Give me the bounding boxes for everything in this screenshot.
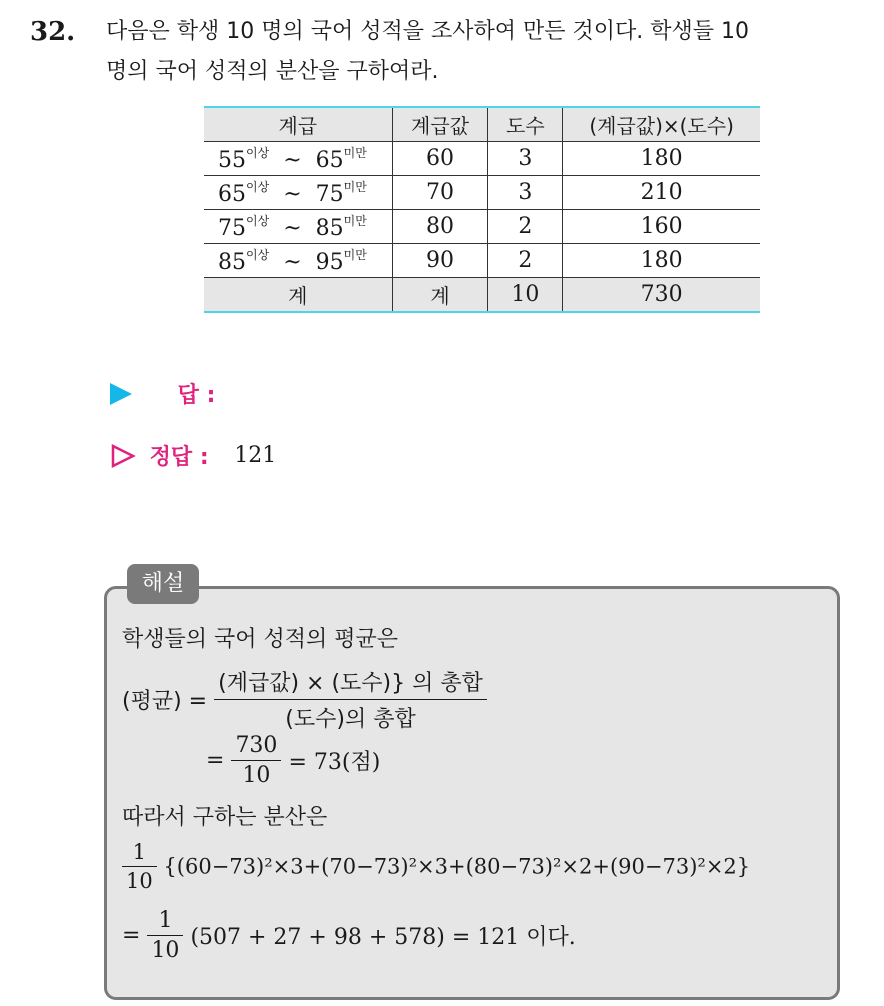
frequency: 2	[488, 244, 563, 278]
correct-answer-row	[110, 440, 276, 471]
final-eq-prefix: =	[122, 923, 141, 948]
variance-formula	[122, 840, 750, 893]
table-row	[204, 176, 760, 210]
header-frequency: 도수	[488, 107, 563, 142]
question-text	[106, 12, 870, 92]
frequency: 3	[488, 142, 563, 176]
mean-eq-suffix: = 73(점)	[288, 750, 381, 775]
explanation-line-1: 학생들의 국어 성적의 평균은	[122, 627, 399, 652]
product: 180	[563, 142, 760, 176]
class-range: $85^{이상}$ ~ $95^{미만}$	[204, 244, 392, 278]
product: 210	[563, 176, 760, 210]
class-range: $65^{이상}$ ~ $75^{미만}$	[204, 176, 392, 210]
total-label: 계	[204, 278, 392, 313]
table-row	[204, 210, 760, 244]
class-value: 70	[392, 176, 488, 210]
class-value: 80	[392, 210, 488, 244]
mean-lhs: (평균) =	[122, 689, 208, 714]
table-row	[204, 244, 760, 278]
frequency-table	[204, 106, 760, 313]
table-total-row	[204, 278, 760, 313]
mean-denominator: (도수)의 총합	[285, 707, 416, 732]
explanation-tab: 해설	[127, 564, 199, 604]
table-row	[204, 142, 760, 176]
total-frequency: 10	[488, 278, 563, 313]
mean-value-fraction	[231, 733, 281, 788]
mean-formula	[122, 666, 487, 733]
class-range: $75^{이상}$ ~ $85^{미만}$	[204, 210, 392, 244]
header-class-value: 계급값	[392, 107, 488, 142]
mean-numerator: (계급값) × (도수)} 의 총합	[214, 666, 487, 700]
mean-value-denominator: 10	[242, 763, 271, 788]
class-value: 60	[392, 142, 488, 176]
table-header-row	[204, 107, 760, 142]
mean-fraction	[214, 666, 487, 733]
total-label-2: 계	[392, 278, 488, 313]
header-class: 계급	[204, 107, 392, 142]
variance-fraction	[122, 840, 157, 893]
frequency: 3	[488, 176, 563, 210]
mean-value-numerator: 730	[231, 733, 281, 761]
variance-numerator: 1	[122, 840, 157, 867]
correct-answer-value: 121	[234, 443, 277, 468]
variance-denominator: 10	[126, 869, 153, 893]
mean-result	[206, 733, 380, 788]
outline-triangle-icon	[110, 443, 136, 469]
frequency: 2	[488, 210, 563, 244]
final-fraction	[147, 908, 183, 963]
question	[30, 12, 870, 92]
final-body: (507 + 27 + 98 + 578) = 121 이다.	[190, 925, 576, 950]
product: 160	[563, 210, 760, 244]
question-number: 32.	[30, 17, 76, 47]
correct-answer-label: 정답 :	[149, 445, 209, 470]
variance-body: {(60−73)²×3+(70−73)²×3+(80−73)²×2+(90−73)²×2}	[163, 854, 751, 879]
mean-eq-prefix: =	[206, 748, 225, 773]
explanation-line-3: 따라서 구하는 분산은	[122, 805, 328, 830]
class-range: $55^{이상}$ ~ $65^{미만}$	[204, 142, 392, 176]
answer-row	[110, 378, 215, 409]
variance-result	[122, 908, 576, 963]
class-value: 90	[392, 244, 488, 278]
question-line-2: 명의 국어 성적의 분산을 구하여라.	[106, 59, 439, 84]
final-numerator: 1	[147, 908, 183, 936]
header-product: (계급값)×(도수)	[563, 107, 760, 142]
filled-triangle-icon	[110, 383, 132, 405]
final-denominator: 10	[151, 938, 180, 963]
question-line-1: 다음은 학생 10 명의 국어 성적을 조사하여 만든 것이다. 학생들 10	[106, 19, 749, 44]
product: 180	[563, 244, 760, 278]
answer-label: 답 :	[177, 383, 216, 408]
total-product: 730	[563, 278, 760, 313]
